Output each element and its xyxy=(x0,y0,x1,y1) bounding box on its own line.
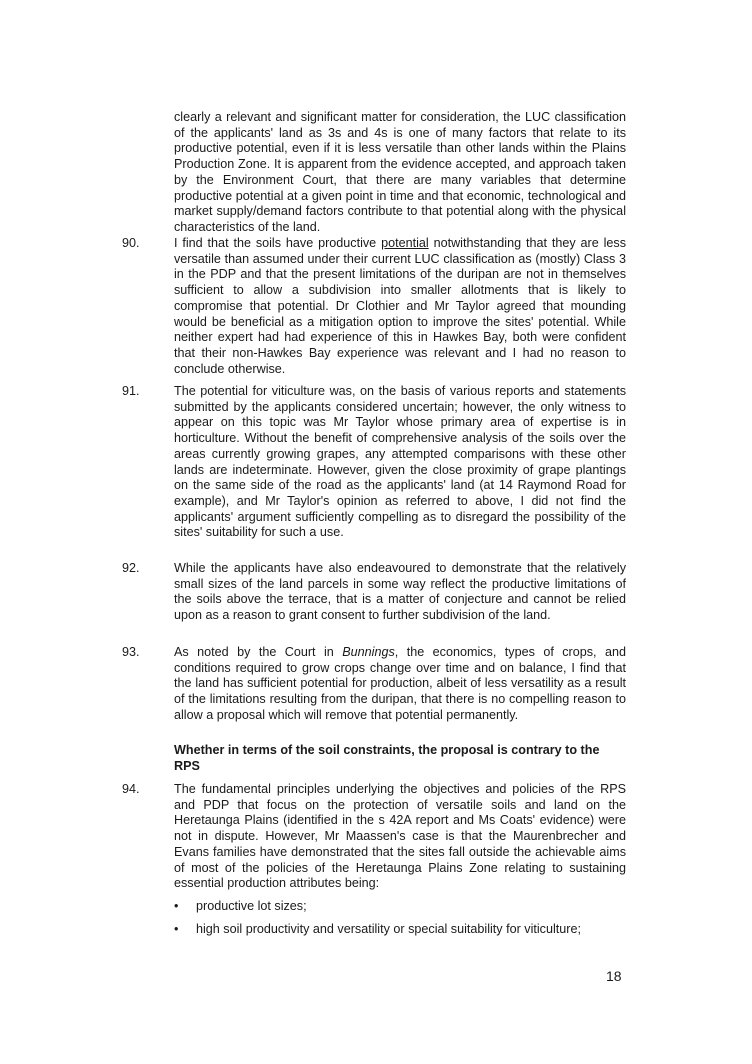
paragraph-93 xyxy=(174,645,626,724)
paragraph-94: The fundamental principles underlying the objectives and policies of the RPS and PDP that focus on the protection of versatile soils and land on the Heretaunga Plains (identified in the s 42A report and Ms Coats' evidence) were not in dispute. However, Mr Maassen's case is that the Maurenbrecher and Evans families have demonstrated that the sites fall outside the achievable aims of most of the policies of the Heretaunga Plains Zone relating to sustaining essential production attributes being: xyxy=(174,782,626,891)
section-heading: Whether in terms of the soil constraints, the proposal is contrary to the RPS xyxy=(174,743,600,773)
paragraph-90 xyxy=(174,236,626,377)
paragraph-number-93: 93. xyxy=(122,645,140,659)
underlined-word-potential: potential xyxy=(381,236,429,250)
bullet-glyph: • xyxy=(174,899,179,913)
paragraph-93-text-a: As noted by the Court in xyxy=(174,645,343,659)
bullet-text: productive lot sizes; xyxy=(196,899,307,913)
paragraph-number-92: 92. xyxy=(122,561,140,575)
case-name-italic: Bunnings xyxy=(342,645,395,659)
paragraph-91: The potential for viticulture was, on the basis of various reports and statements submitted by the applicants considered uncertain; however, the only witness to appear on this topic was Mr Taylor whose primary area of expertise is in horticulture. Without the benefit of comprehensive analysis of the soils over the areas currently growing grapes, any attempted comparisons with these other lands are indeterminate. However, given the close proximity of grape plantings on the same side of the road as the applicants' land (at 14 Raymond Road for example), and Mr Taylor's opinion as referred to above, I did not find the applicants' argument sufficiently compelling as to disregard the possibility of the sites' suitability for such a use. xyxy=(174,384,626,540)
bullet-text: high soil productivity and versatility or special suitability for viticulture; xyxy=(196,922,581,936)
paragraph-number-90: 90. xyxy=(122,236,140,250)
paragraph-90-text-a: I find that the soils have productive xyxy=(174,236,382,250)
paragraph-number-91: 91. xyxy=(122,384,140,398)
paragraph-92: While the applicants have also endeavoured to demonstrate that the relatively small sizes of the land parcels in some way reflect the productive limitations of the soils above the terrace, that is a matter of conjecture and cannot be relied upon as a reason to grant consent to further subdivision of the land. xyxy=(174,561,626,623)
paragraph-93-text-b: , the economics, types of crops, and conditions required to grow crops change over time and on balance, I find that the land has sufficient potential for production, albeit of less versatility as a result of the limitations resulting from the duripan, that there is no compelling reason to allow a proposal which will remove that potential permanently. xyxy=(174,645,626,722)
page-number: 18 xyxy=(606,968,622,984)
paragraph-90-text-b: notwithstanding that they are less versatile than assumed under their current LUC classification as (mostly) Class 3 in the PDP and that the present limitations of the duripan are not in themselves sufficient to allow a subdivision into smaller allotments that is likely to compromise that potential. Dr Clothier and Mr Taylor agreed that mounding would be beneficial as a mitigation option to improve the sites' potential. While neither expert had had experience of this in Hawkes Bay, both were confident that their non-Hawkes Bay experience was relevant and I had no reason to conclude otherwise. xyxy=(174,236,626,376)
bullet-glyph: • xyxy=(174,922,179,936)
paragraph-number-94: 94. xyxy=(122,782,140,796)
paragraph-continuation: clearly a relevant and significant matter for consideration, the LUC classification of the applicants' land as 3s and 4s is one of many factors that relate to its productive potential, even if it is less versatile than other lands within the Plains Production Zone. It is apparent from the evidence accepted, and approach taken by the Environment Court, that there are many variables that determine productive potential at a given point in time and that economic, technological and market supply/demand factors contribute to that potential along with the physical characteristics of the land. xyxy=(174,110,626,234)
